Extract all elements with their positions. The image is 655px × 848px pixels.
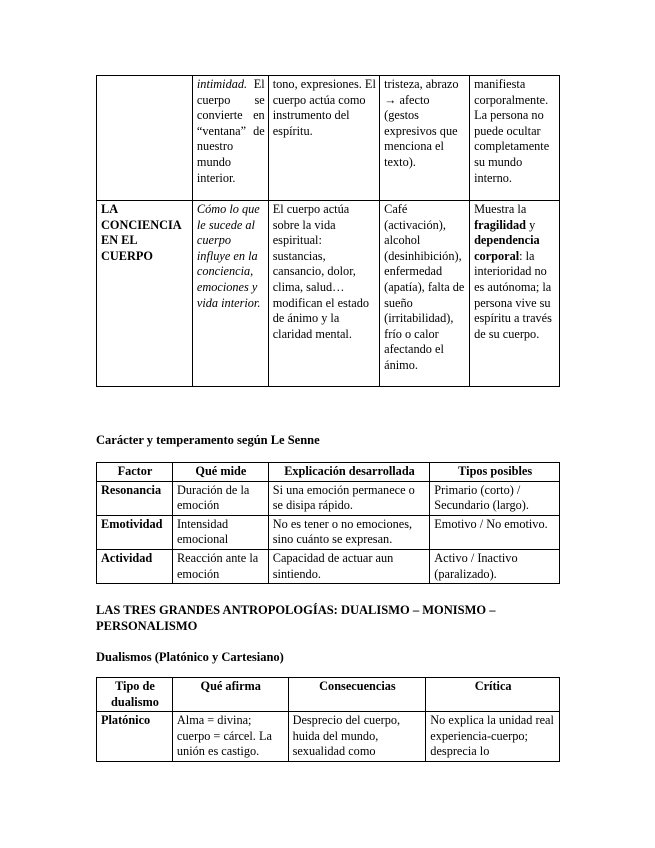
table-cell: Actividad	[97, 549, 173, 583]
table-cell	[192, 201, 268, 387]
table-row	[97, 549, 560, 583]
table-cell: Resonancia	[97, 481, 173, 515]
table-cell	[97, 76, 193, 201]
column-header: Tipo de dualismo	[97, 678, 173, 712]
cell-text: y	[526, 217, 536, 232]
table-cell: LA CONCIENCIA EN EL CUERPO	[97, 201, 193, 387]
table-cell: Duración de la emoción	[172, 481, 268, 515]
table-cell: tristeza, abrazo → afecto (gestos expresivos que menciona el texto).	[380, 76, 470, 201]
section-title-anthropologies: LAS TRES GRANDES ANTROPOLOGÍAS: DUALISMO – MONISMO – PERSONALISMO	[96, 603, 496, 633]
cell-text: El cuerpo se convierte en “ventana” de nuestro mundo interior.	[196, 77, 265, 185]
table-cell: Café (activación), alcohol (desinhibición), enfermedad (apatía), falta de sueño (irritabilidad), frío o calor afectando el ánimo.	[380, 201, 470, 387]
column-header: Tipos posibles	[430, 463, 560, 482]
table-cell: Desprecio del cuerpo, huida del mundo, sexualidad como	[288, 712, 426, 762]
section-title-character: Carácter y temperamento según Le Senne	[96, 433, 320, 447]
table-cell: El cuerpo actúa sobre la vida espiritual: sustancias, cansancio, dolor, clima, salud… modifican el estado de ánimo y la claridad mental.	[268, 201, 379, 387]
column-header: Consecuencias	[288, 678, 426, 712]
cell-text: Muestra la	[474, 202, 527, 216]
table-header-row	[97, 463, 560, 482]
column-header: Qué mide	[172, 463, 268, 482]
bold-text: fragilidad	[474, 217, 526, 232]
cell-text: : la interioridad no es autónoma; la persona vive su espíritu a través de su cuerpo.	[474, 248, 552, 341]
column-header: Factor	[97, 463, 173, 482]
italic-text: Cómo lo que le sucede al cuerpo influye en la conciencia, emociones y vida interior.	[196, 202, 261, 310]
table-cell: Activo / Inactivo (paralizado).	[430, 549, 560, 583]
column-header: Explicación desarrollada	[268, 463, 430, 482]
table-cell: Si una emoción permanece o se disipa rápido.	[268, 481, 430, 515]
body-consciousness-table	[96, 75, 560, 387]
table-cell: Emotivo / No emotivo.	[430, 515, 560, 549]
column-header: Crítica	[426, 678, 560, 712]
table-cell: Alma = divina; cuerpo = cárcel. La unión es castigo.	[172, 712, 288, 762]
section-title-dualisms: Dualismos (Platónico y Cartesiano)	[96, 650, 284, 664]
table-row	[97, 481, 560, 515]
table-cell: manifiesta corporalmente. La persona no puede ocultar completamente su mundo interno.	[470, 76, 560, 201]
table-header-row	[97, 678, 560, 712]
table-cell: Platónico	[97, 712, 173, 762]
table-cell: tono, expresiones. El cuerpo actúa como instrumento del espíritu.	[268, 76, 379, 201]
bold-text: dependencia corporal	[474, 233, 540, 263]
table-cell	[192, 76, 268, 201]
column-header: Qué afirma	[172, 678, 288, 712]
table-cell: No es tener o no emociones, sino cuánto se expresan.	[268, 515, 430, 549]
table-row	[97, 76, 560, 201]
table-cell	[470, 201, 560, 387]
dualism-table	[96, 677, 560, 762]
table-row	[97, 515, 560, 549]
table-cell: Emotividad	[97, 515, 173, 549]
le-senne-table	[96, 462, 560, 584]
table-cell: No explica la unidad real experiencia-cuerpo; desprecia lo	[426, 712, 560, 762]
table-row	[97, 201, 560, 387]
table-cell: Capacidad de actuar aun sintiendo.	[268, 549, 430, 583]
table-cell: Primario (corto) / Secundario (largo).	[430, 481, 560, 515]
table-cell: Intensidad emocional	[172, 515, 268, 549]
table-cell: Reacción ante la emoción	[172, 549, 268, 583]
italic-text: intimidad.	[196, 77, 248, 91]
table-row	[97, 712, 560, 762]
